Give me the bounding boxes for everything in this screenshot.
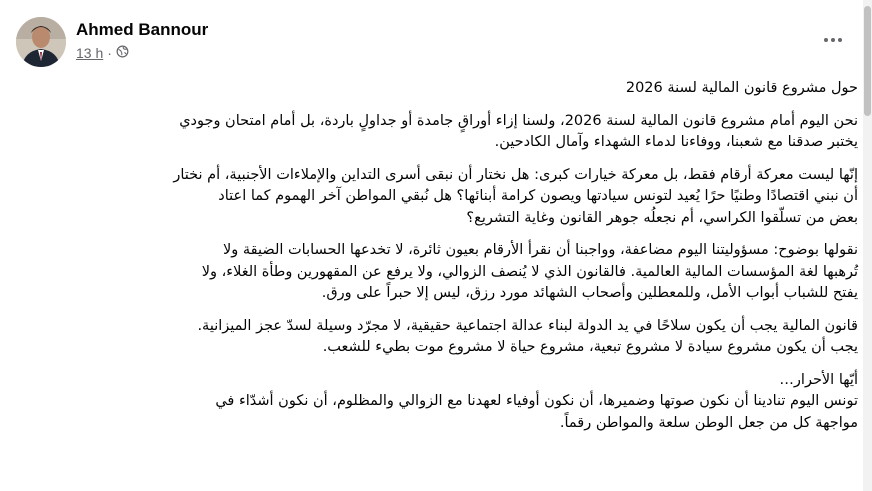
avatar-photo	[16, 17, 66, 67]
post-paragraph: قانون المالية يجب أن يكون سلاحًا في يد الدولة لبناء عدالة اجتماعية حقيقية، لا مجرّد وسيلة لسدّ عجز الميزانية. يجب أن يكون مشروع سيادة لا مشروع تبعية، مشروع حياة لا مشروع موت بطيء للشعب.	[197, 317, 858, 355]
more-options-icon	[823, 37, 843, 43]
post-title: حول مشروع قانون المالية لسنة 2026	[625, 80, 858, 96]
scrollbar[interactable]	[863, 0, 872, 491]
post-paragraph: نقولها بوضوح: مسؤوليتنا اليوم مضاعفة، وواجبنا أن نقرأ الأرقام بعيون ثائرة، لا تخدعها الحسابات الضيقة ولا تُرهبها لغة المؤسسات المالية العالمية. فالقانون الذي لا يُنصف الزوالي، ولا يرفع عن المقهورين وطأة الغلاء، ولا يفتح للشباب أبواب الأمل، وللمعطلين وأصحاب الشهائد مورد رزق، ليس إلا حبراً على ورق.	[201, 242, 858, 301]
post-paragraph: نحن اليوم أمام مشروع قانون المالية لسنة 2026، ولسنا إزاء أوراقٍ جامدة أو جداولٍ باردة، بل أمام امتحان وجودي يختبر صدقنا مع شعبنا، ووفاءنا لدماء الشهداء وآمال الكادحين.	[179, 112, 858, 150]
post-meta	[76, 45, 129, 61]
meta-separator: ·	[107, 45, 112, 61]
post-paragraph: أيّها الأحرار… تونس اليوم تنادينا أن نكون صوتها وضميرها، أن نكون أوفياء لعهدنا مع الزوالي والمظلوم، أن نكون أشدّاء في مواجهة كل من جعل الوطن سلعة والمواطن رقماً.	[215, 371, 858, 431]
more-options-button[interactable]	[815, 28, 851, 52]
author-name[interactable]: Ahmed Bannour	[76, 20, 209, 39]
post-paragraph: إنّها ليست معركة أرقام فقط، بل معركة خيارات كبرى: هل نختار أن نبقى أسرى التداين والإملاءات الأجنبية، أم نختار أن نبني اقتصادًا وطنيًا حرًا يُعيد لتونس سيادتها ويصون كرامة أبنائها؟ هل نُبقي المواطن آخر الهموم كما اعتاد بعض من تسلّقوا الكراسي، أم نجعلُه جوهر القانون وغاية التشريع؟	[173, 166, 858, 226]
post-timestamp[interactable]: 13 h	[76, 45, 104, 61]
post-body	[30, 78, 858, 445]
avatar[interactable]	[16, 17, 66, 67]
scrollbar-thumb[interactable]	[864, 6, 871, 116]
globe-icon[interactable]	[116, 45, 129, 61]
